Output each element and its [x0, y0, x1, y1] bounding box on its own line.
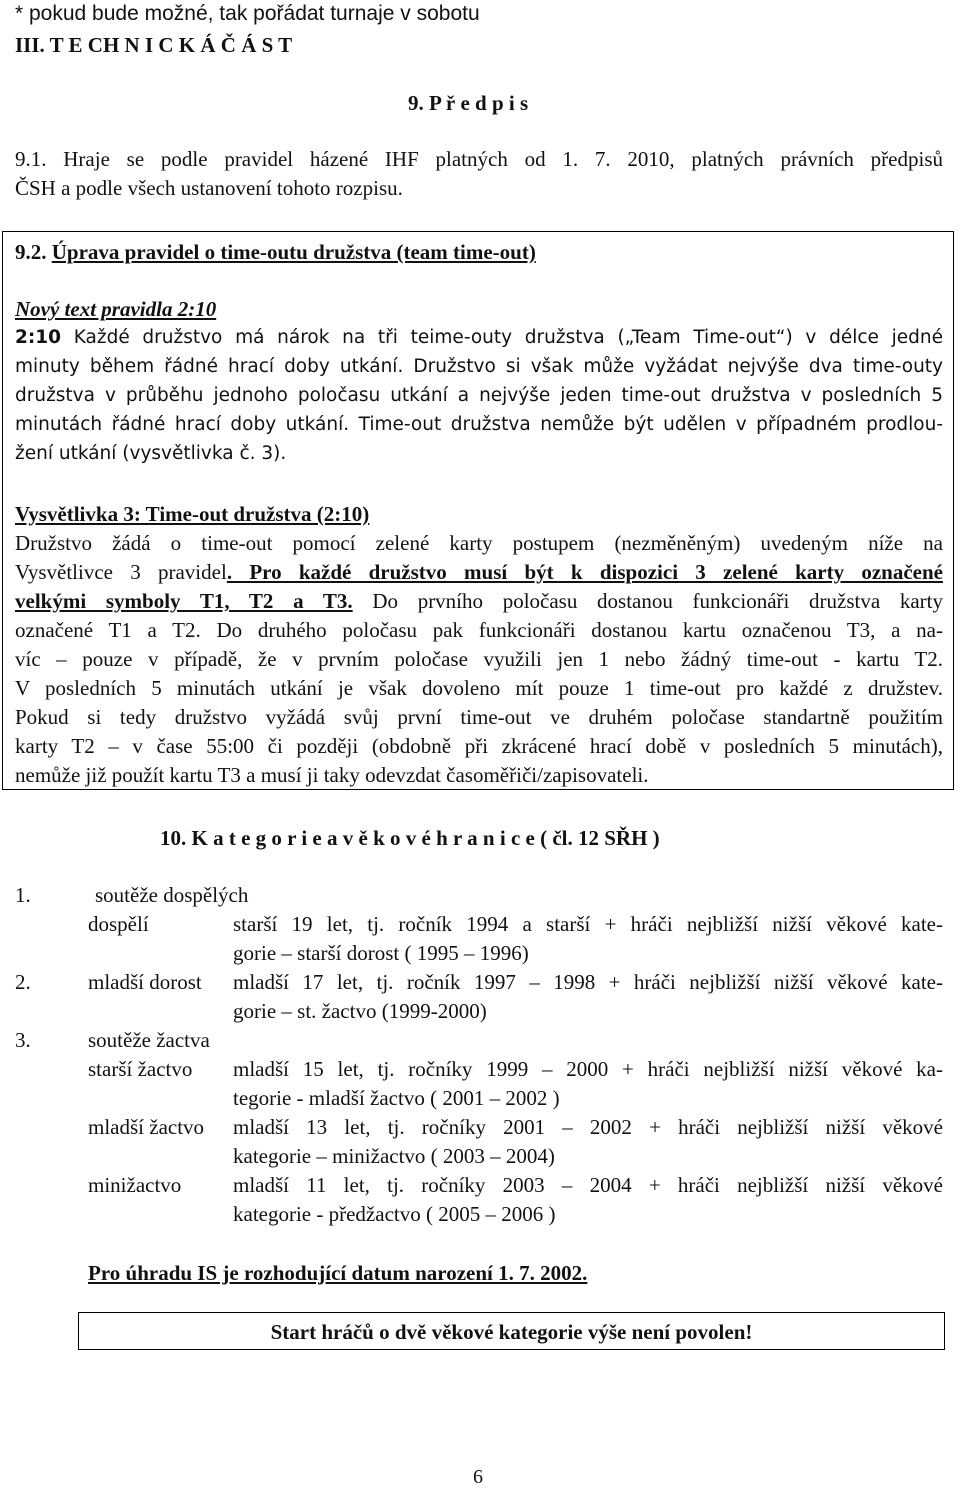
p91-line2: ČSH a podle všech ustanovení tohoto rozpisu.: [15, 176, 403, 200]
expl-line5: víc – pouze v případě, že v prvním poločase využili jen 1 nebo žádný time-out - kartu T2.: [15, 647, 943, 671]
mini-line1: mladší 11 let, tj. ročníky 2003 – 2004 + hráči nejbližší nižší věkové: [233, 1173, 943, 1197]
sz-line1: mladší 15 let, tj. ročníky 1999 – 2000 + hráči nejbližší nižší věkové ka-: [233, 1057, 943, 1081]
expl-line8: karty T2 – v čase 55:00 či později (obdobně při zkrácené hrací době v posledních 5 minutách),: [15, 734, 943, 758]
top-note: * pokud bude možné, tak pořádat turnaje v sobotu: [15, 2, 480, 25]
group1-title: soutěže dospělých: [95, 883, 249, 907]
rule-line1: [15, 327, 943, 348]
rule-line1-text: Každé družstvo má nárok na tři teime-outy družstva („Team Time-out“) v délce jedné: [61, 327, 943, 348]
dospeli-line1: starší 19 let, tj. ročník 1994 a starší + hráči nejbližší nižší věkové kate-: [233, 912, 943, 936]
p91-line1: 9.1. Hraje se podle pravidel házené IHF platných od 1. 7. 2010, platných právních předpisů: [15, 147, 943, 171]
group1-number: 1.: [15, 883, 31, 907]
rule-number: 2:10: [15, 327, 62, 348]
p92-number: 9.2.: [15, 240, 52, 264]
expl-line2: [15, 560, 943, 585]
p92-heading: [15, 240, 536, 265]
category-mladsi-dorost: mladší dorost: [88, 970, 202, 994]
sz-line2: tegorie - mladší žactvo ( 2001 – 2002 ): [233, 1086, 560, 1110]
p92-title: Úprava pravidel o time-outu družstva (team time-out): [51, 240, 536, 264]
rule-line5: žení utkání (vysvětlivka č. 3).: [15, 443, 287, 464]
expl-line7: Pokud si tedy družstvo vyžádá svůj první time-out ve druhém poločase standartně použitím: [15, 705, 943, 729]
section-iii-heading: III. T E CH N I C K Á Č Á S T: [15, 33, 293, 57]
expl-line2-a: Vysvětlivce 3 pravidel: [15, 560, 227, 584]
explanation-heading: Vysvětlivka 3: Time-out družstva (2:10): [15, 502, 370, 526]
page-number: 6: [473, 1466, 483, 1488]
expl-line9: nemůže již použít kartu T3 a musí ji taky odevzdat časoměřiči/zapisovateli.: [15, 763, 649, 787]
expl-line3: [15, 589, 943, 614]
group2-number: 2.: [15, 970, 31, 994]
category-mladsi-zactvo: mladší žactvo: [88, 1115, 205, 1139]
rule-line4: minutách řádné hrací doby utkání. Time-out družstva nemůže být udělen v případném prodlou-: [15, 414, 943, 435]
dospeli-line2: gorie – starší dorost ( 1995 – 1996): [233, 941, 529, 965]
birth-date-note: Pro úhradu IS je rozhodující datum narození 1. 7. 2002.: [88, 1261, 588, 1285]
expl-line2-b: . Pro každé družstvo musí být k dispozici 3 zelené karty označené: [226, 560, 944, 584]
mz-line2: kategorie – minižactvo ( 2003 – 2004): [233, 1144, 555, 1168]
rule-line2: minuty během řádné hrací doby utkání. Družstvo si však může vyžádat nejvýše dva time-outy: [15, 356, 943, 377]
expl-line3-b: Do prvního poločasu dostanou funkcionáři družstva karty: [352, 589, 943, 613]
rule-heading: Nový text pravidla 2:10: [15, 297, 217, 321]
notice-text: Start hráčů o dvě věkové kategorie výše není povolen!: [270, 1320, 753, 1344]
group3-number: 3.: [15, 1028, 31, 1052]
section9-title: 9. P ř e d p i s: [408, 91, 529, 115]
category-dospeli: dospělí: [88, 912, 149, 936]
mini-line2: kategorie - předžactvo ( 2005 – 2006 ): [233, 1202, 556, 1226]
expl-line4: označené T1 a T2. Do druhého poločasu pak funkcionáři dostanou kartu označenou T3, a na-: [15, 618, 943, 642]
category-starsi-zactvo: starší žactvo: [88, 1057, 193, 1081]
section10-title: 10. K a t e g o r i e a v ě k o v é h r a n i c e ( čl. 12 SŘH ): [160, 826, 660, 850]
expl-line1: Družstvo žádá o time-out pomocí zelené karty postupem (nezměněným) uvedeným níže na: [15, 531, 943, 555]
rule-line3: družstva v průběhu jednoho poločasu utkání a nejvýše jeden time-out družstva v posledních 5: [15, 385, 943, 406]
group3-title: soutěže žactva: [88, 1028, 210, 1052]
expl-line6: V posledních 5 minutách utkání je však dovoleno mít pouze 1 time-out pro každé z družstev.: [15, 676, 943, 700]
category-minizactvo: minižactvo: [88, 1173, 182, 1197]
expl-line3-a: velkými symboly T1, T2 a T3.: [15, 589, 353, 613]
mz-line1: mladší 13 let, tj. ročníky 2001 – 2002 + hráči nejbližší nižší věkové: [233, 1115, 943, 1139]
g2-line1: mladší 17 let, tj. ročník 1997 – 1998 + hráči nejbližší nižší věkové kate-: [233, 970, 943, 994]
g2-line2: gorie – st. žactvo (1999-2000): [233, 999, 487, 1023]
